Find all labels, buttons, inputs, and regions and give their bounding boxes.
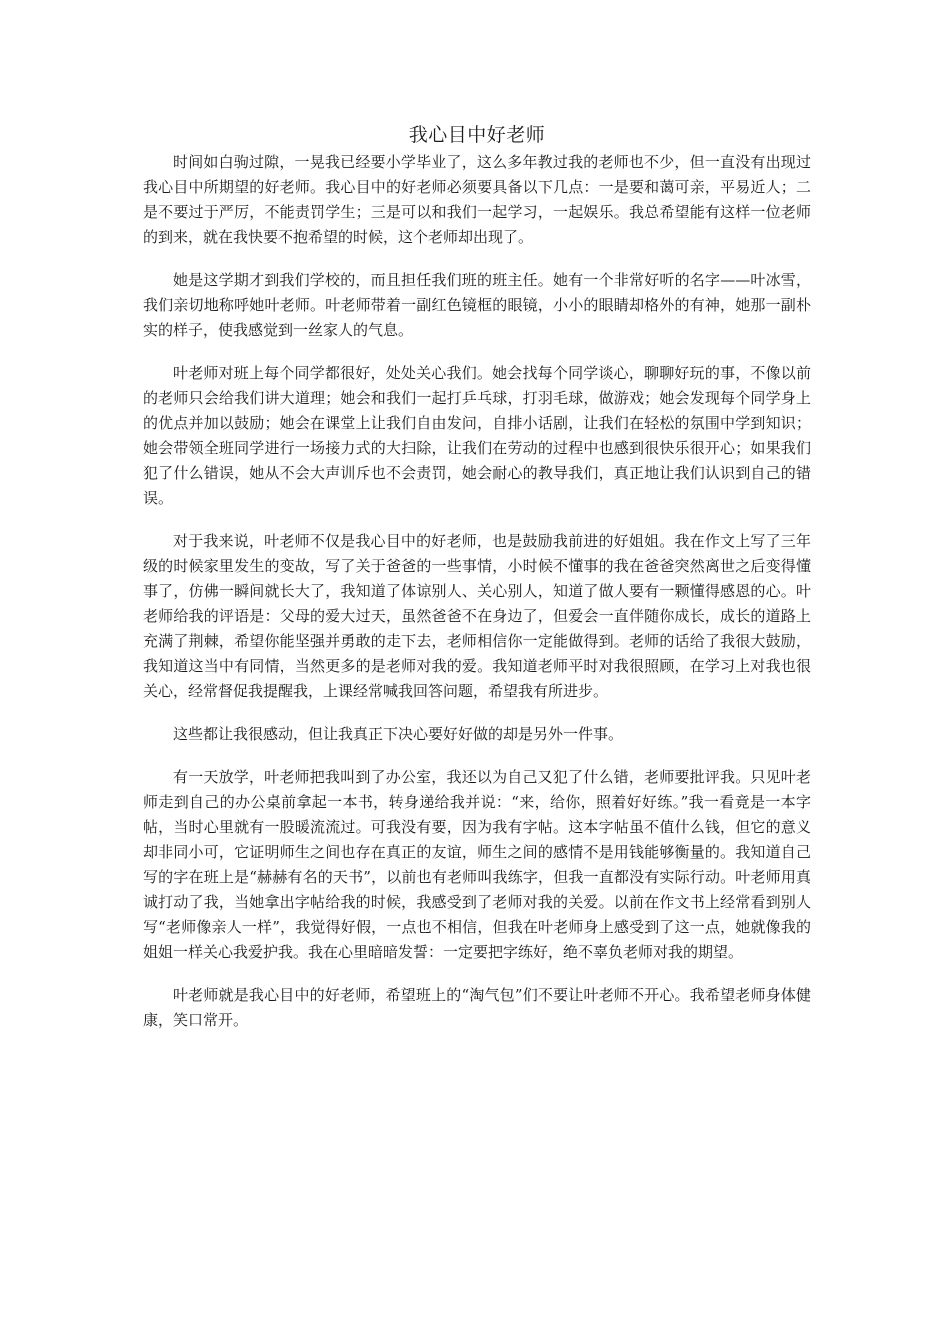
paragraph-spacer [143, 511, 811, 529]
paragraph-conclusion: 叶老师就是我心目中的好老师，希望班上的“淘气包”们不要让叶老师不开心。我希望老师身体健康，笑口常开。 [143, 986, 811, 1029]
paragraph-transition: 这些都让我很感动，但让我真正下决心要好好做的却是另外一件事。 [173, 725, 624, 743]
paragraph-spacer [143, 343, 811, 361]
paragraph-teacher-care: 叶老师对班上每个同学都很好，处处关心我们。她会找每个同学谈心，聊聊好玩的事，不像以前的老师只会给我们讲大道理；她会和我们一起打乒乓球，打羽毛球，做游戏；她会发现每个同学身上的优点并加以鼓励；她会在课堂上让我们自由发问，自排小话剧，让我们在轻松的氛围中学到知识；她会带领全班同学进行一场接力式的大扫除，让我们在劳动的过程中也感到很快乐很开心；如果我们犯了什么错误，她从不会大声训斥也不会责罚，她会耐心的教导我们，真正地让我们认识到自己的错误。 [143, 364, 811, 507]
paragraph-spacer [143, 704, 811, 722]
paragraph-teacher-intro: 她是这学期才到我们学校的，而且担任我们班的班主任。她有一个非常好听的名字——叶冰雪，我们亲切地称呼她叶老师。叶老师带着一副红色镜框的眼镜，小小的眼睛却格外的有神，她那一副朴实的样子，使我感觉到一丝家人的气息。 [143, 271, 811, 339]
document-page [143, 120, 811, 1033]
paragraph-intro: 时间如白驹过隙，一晃我已经要小学毕业了，这么多年教过我的老师也不少，但一直没有出现过我心目中所期望的好老师。我心目中的好老师必须要具备以下几点：一是要和蔼可亲，平易近人；二是不要过于严厉，不能责罚学生；三是可以和我们一起学习，一起娱乐。我总希望能有这样一位老师的到来，就在我快要不抱希望的时候，这个老师却出现了。 [143, 153, 811, 246]
paragraph-spacer [143, 250, 811, 268]
paragraph-spacer [143, 747, 811, 765]
paragraph-encouragement: 对于我来说，叶老师不仅是我心目中的好老师，也是鼓励我前进的好姐姐。我在作文上写了三年级的时候家里发生的变故，写了关于爸爸的一些事情，小时候不懂事的我在爸爸突然离世之后变得懂事了，仿佛一瞬间就长大了，我知道了体谅别人、关心别人，知道了做人要有一颗懂得感恩的心。叶老师给我的评语是：父母的爱大过天，虽然爸爸不在身边了，但爱会一直伴随你成长，成长的道路上充满了荆棘，希望你能坚强并勇敢的走下去，老师相信你一定能做得到。老师的话给了我很大鼓励，我知道这当中有同情，当然更多的是老师对我的爱。我知道老师平时对我很照顾，在学习上对我也很关心，经常督促我提醒我，上课经常喊我回答问题，希望我有所进步。 [143, 532, 811, 700]
document-title: 我心目中好老师 [408, 124, 546, 146]
paragraph-spacer [143, 965, 811, 983]
paragraph-copybook-story: 有一天放学，叶老师把我叫到了办公室，我还以为自己又犯了什么错，老师要批评我。只见叶老师走到自己的办公桌前拿起一本书，转身递给我并说：“来，给你，照着好好练。”我一看竟是一本字帖，当时心里就有一股暖流流过。可我没有要，因为我有字帖。这本字帖虽不值什么钱，但它的意义却非同小可，它证明师生之间也存在真正的友谊，师生之间的感情不是用钱能够衡量的。我知道自己写的字在班上是“赫赫有名的天书”，以前也有老师叫我练字，但我一直都没有实际行动。叶老师用真诚打动了我，当她拿出字帖给我的时候，我感受到了老师对我的关爱。以前在作文书上经常看到别人写“老师像亲人一样”，我觉得好假，一点也不相信，但我在叶老师身上感受到了这一点，她就像我的姐姐一样关心我爱护我。我在心里暗暗发誓：一定要把字练好，绝不辜负老师对我的期望。 [143, 768, 811, 961]
